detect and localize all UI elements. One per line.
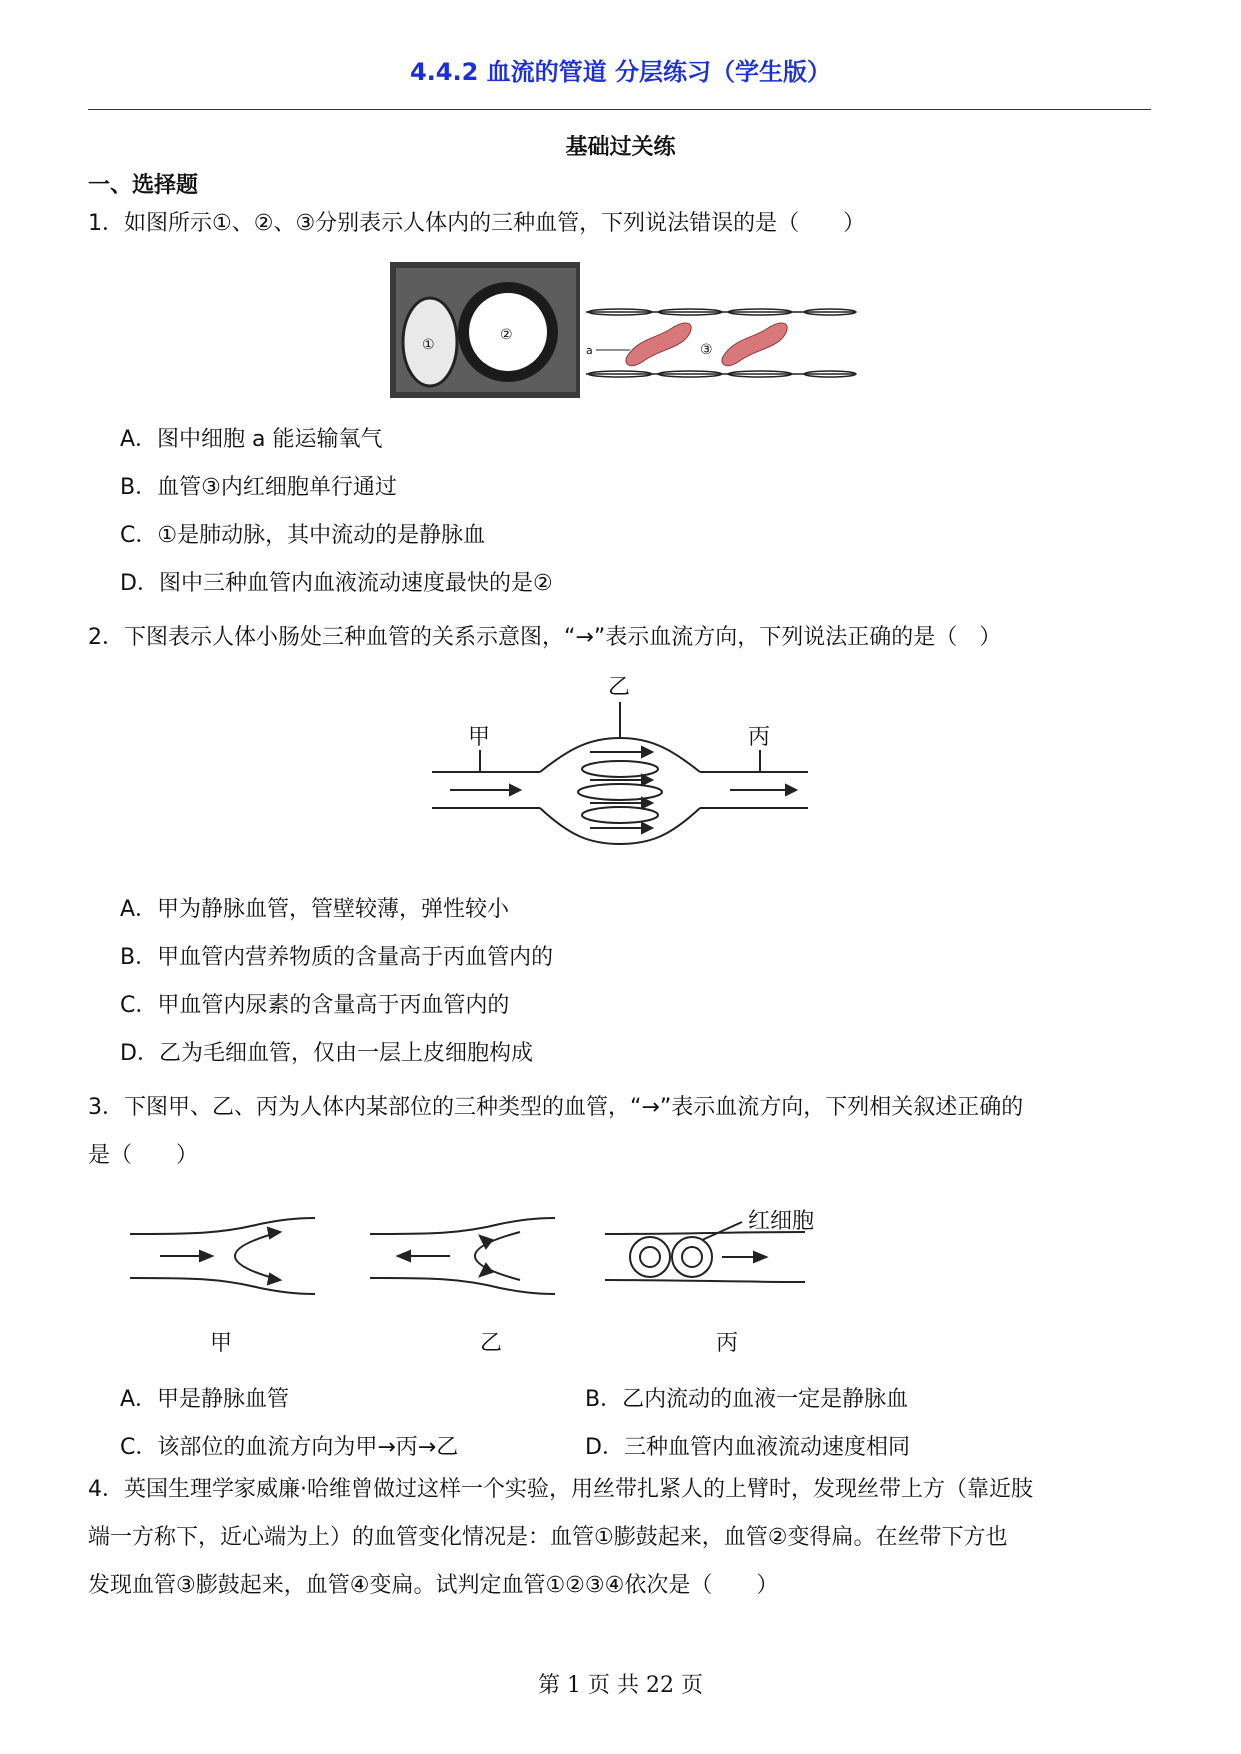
red-blood-cell <box>722 323 787 366</box>
question-3-option-d: D．三种血管内血液流动速度相同 <box>585 1435 910 1460</box>
question-3-option-c: C．该部位的血流方向为甲→丙→乙 <box>120 1435 459 1460</box>
label-red-blood-cell: 红细胞 <box>748 1209 815 1234</box>
vessel-yi <box>370 1218 555 1294</box>
section-heading: 一、选择题 <box>88 173 199 198</box>
section-subtitle: 基础过关练 <box>565 135 676 160</box>
label-yi: 乙 <box>480 1331 503 1356</box>
question-1-option-b: B．血管③内红细胞单行通过 <box>120 475 397 500</box>
vessel-1-label: ① <box>422 337 435 353</box>
vessel-jia <box>130 1218 315 1294</box>
capillary-walls <box>586 309 856 377</box>
page-title: 4.4.2 血流的管道 分层练习（学生版） <box>409 58 832 86</box>
question-3-option-b: B．乙内流动的血液一定是静脉血 <box>585 1387 909 1412</box>
question-1-figure <box>390 262 860 398</box>
label-bing: 丙 <box>716 1331 739 1356</box>
page-footer: 第 1 页 共 22 页 <box>538 1673 703 1698</box>
label-bing: 丙 <box>748 725 771 750</box>
question-2-option-a: A．甲为静脉血管，管壁较薄，弹性较小 <box>120 897 510 922</box>
question-1-stem: 1．如图所示①、②、③分别表示人体内的三种血管，下列说法错误的是（ ） <box>88 211 866 236</box>
question-3-stem-line2: 是（ ） <box>88 1143 199 1168</box>
vessel-3-label: ③ <box>700 342 713 358</box>
question-1-option-d: D．图中三种血管内血液流动速度最快的是② <box>120 571 553 596</box>
question-3-stem-line1: 3．下图甲、乙、丙为人体内某部位的三种类型的血管，“→”表示血流方向，下列相关叙述正确的 <box>88 1095 1024 1120</box>
question-2-stem: 2．下图表示人体小肠处三种血管的关系示意图，“→”表示血流方向，下列说法正确的是（ ） <box>88 625 1002 650</box>
question-4-line3: 发现血管③膨鼓起来，血管④变扁。试判定血管①②③④依次是（ ） <box>88 1573 779 1598</box>
question-1-option-c: C．①是肺动脉，其中流动的是静脉血 <box>120 523 486 548</box>
question-3-figure <box>120 1196 860 1366</box>
cell-a-label: a <box>586 344 593 357</box>
question-1-option-a: A．图中细胞 a 能运输氧气 <box>120 427 383 452</box>
question-4-line1: 4．英国生理学家威廉·哈维曾做过这样一个实验，用丝带扎紧人的上臂时，发现丝带上方（靠近肢 <box>88 1477 1033 1502</box>
label-jia: 甲 <box>210 1331 233 1356</box>
question-2-option-c: C．甲血管内尿素的含量高于丙血管内的 <box>120 993 510 1018</box>
question-2-option-b: B．甲血管内营养物质的含量高于丙血管内的 <box>120 945 554 970</box>
label-yi: 乙 <box>608 675 631 700</box>
question-2-figure <box>430 668 810 848</box>
flow-arrows <box>450 747 796 833</box>
question-4-line2: 端一方称下，近心端为上）的血管变化情况是：血管①膨鼓起来，血管②变得扁。在丝带下方也 <box>88 1525 1008 1550</box>
question-3-option-a: A．甲是静脉血管 <box>120 1387 290 1412</box>
red-blood-cell-a <box>626 323 691 366</box>
label-jia: 甲 <box>468 725 491 750</box>
header-divider <box>88 109 1151 110</box>
vessel-2-label: ② <box>500 327 513 343</box>
question-2-option-d: D．乙为毛细血管，仅由一层上皮细胞构成 <box>120 1041 533 1066</box>
